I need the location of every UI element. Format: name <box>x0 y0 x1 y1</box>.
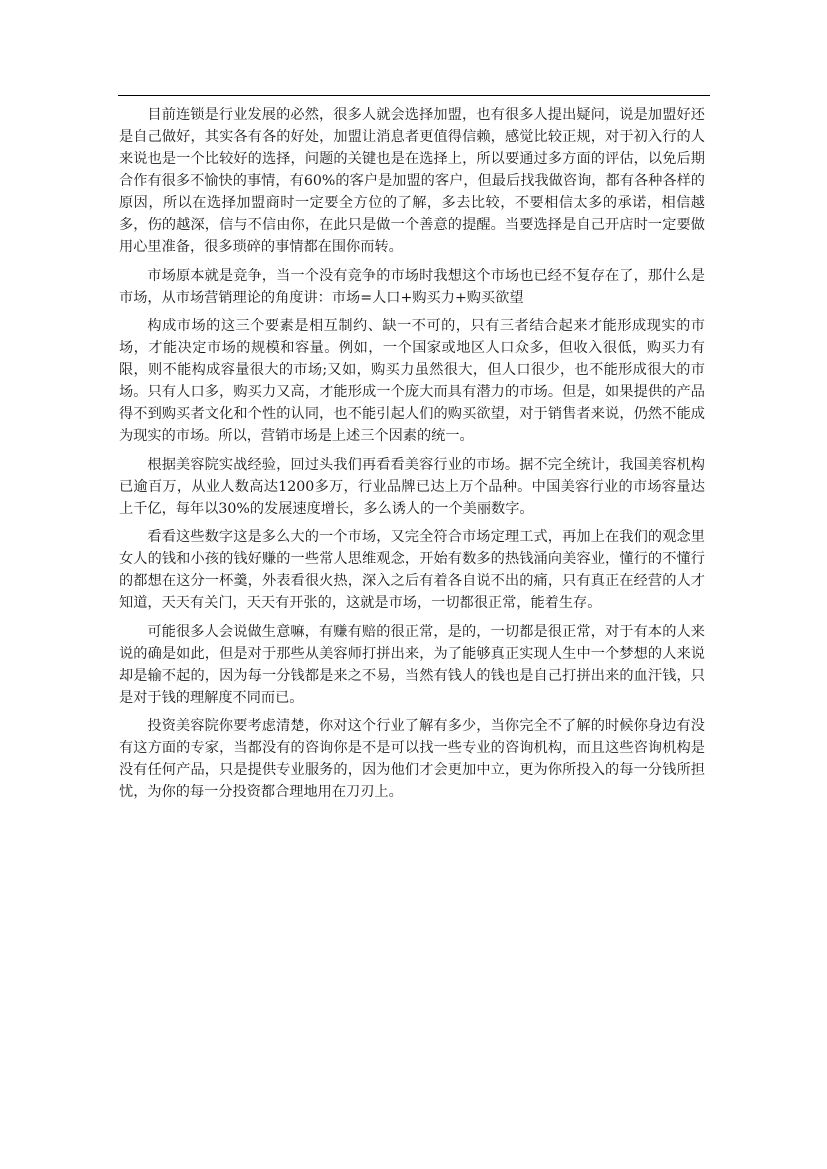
paragraph-franchise-choice: 目前连锁是行业发展的必然，很多人就会选择加盟，也有很多人提出疑问，说是加盟好还是自己做好，其实各有各的好处，加盟让消息者更值得信赖，感觉比较正规，对于初入行的人来说也是一个比较好的选择，问题的关键也是在选择上，所以要通过多方面的评估，以免后期合作有很多不愉快的事情，有60%的客户是加盟的客户，但最后找我做咨询，都有各种各样的原因，所以在选择加盟商时一定要全方位的了解，多去比较，不要相信太多的承诺，相信越多，伤的越深，信与不信由你，在此只是做一个善意的提醒。当要选择是自己开店时一定要做用心里准备，很多琐碎的事情都在围你而转。 <box>119 107 705 255</box>
paragraph-profit-and-loss: 可能很多人会说做生意嘛，有赚有赔的很正常，是的，一切都是很正常，对于有本的人来说的确是如此，但是对于那些从美容师打拼出来，为了能够真正实现人生中一个梦想的人来说却是输不起的，因为每一分钱都是来之不易，当然有钱人的钱也是自己打拼出来的血汗钱，只是对于钱的理解度不同而已。 <box>119 623 705 706</box>
document-body <box>119 104 705 810</box>
paragraph-beauty-industry-stats: 根据美容院实战经验，回过头我们再看看美容行业的市场。据不完全统计，我国美容机构已逾百万，从业人数高达1200多万，行业品牌已达上万个品种。中国美容行业的市场容量达上千亿，每年以30%的发展速度增长，多么诱人的一个美丽数字。 <box>119 456 705 517</box>
paragraph-market-definition: 市场原本就是竞争，当一个没有竞争的市场时我想这个市场也已经不复存在了，那什么是市场，从市场营销理论的角度讲：市场=人口+购买力+购买欲望 <box>119 267 705 306</box>
paragraph-market-elements: 构成市场的这三个要素是相互制约、缺一不可的，只有三者结合起来才能形成现实的市场，才能决定市场的规模和容量。例如，一个国家或地区人口众多，但收入很低，购买力有限，则不能构成容量很大的市场;又如，购买力虽然很大，但人口很少，也不能形成很大的市场。只有人口多，购买力又高，才能形成一个庞大而具有潜力的市场。但是，如果提供的产品得不到购买者文化和个性的认同，也不能引起人们的购买欲望，对于销售者来说，仍然不能成为现实的市场。所以，营销市场是上述三个因素的统一。 <box>119 318 705 444</box>
paragraph-market-heat: 看看这些数字这是多么大的一个市场，又完全符合市场定理工式，再加上在我们的观念里女人的钱和小孩的钱好赚的一些常人思维观念，开始有数多的热钱涌向美容业，懂行的不懂行的都想在这分一杯羹，外表看很火热，深入之后有着各自说不出的痛，只有真正在经营的人才知道，天天有关门，天天有开张的，这就是市场，一切都很正常，能着生存。 <box>119 529 705 611</box>
paragraph-investment-advice: 投资美容院你要考虑清楚，你对这个行业了解有多少，当你完全不了解的时候你身边有没有这方面的专家，当都没有的咨询你是不是可以找一些专业的咨询机构，而且这些咨询机构是没有任何产品，只是提供专业服务的，因为他们才会更加中立，更为你所投入的每一分钱所担忧，为你的每一分投资都合理地用在刀刃上。 <box>119 718 705 800</box>
header-rule <box>118 95 710 96</box>
